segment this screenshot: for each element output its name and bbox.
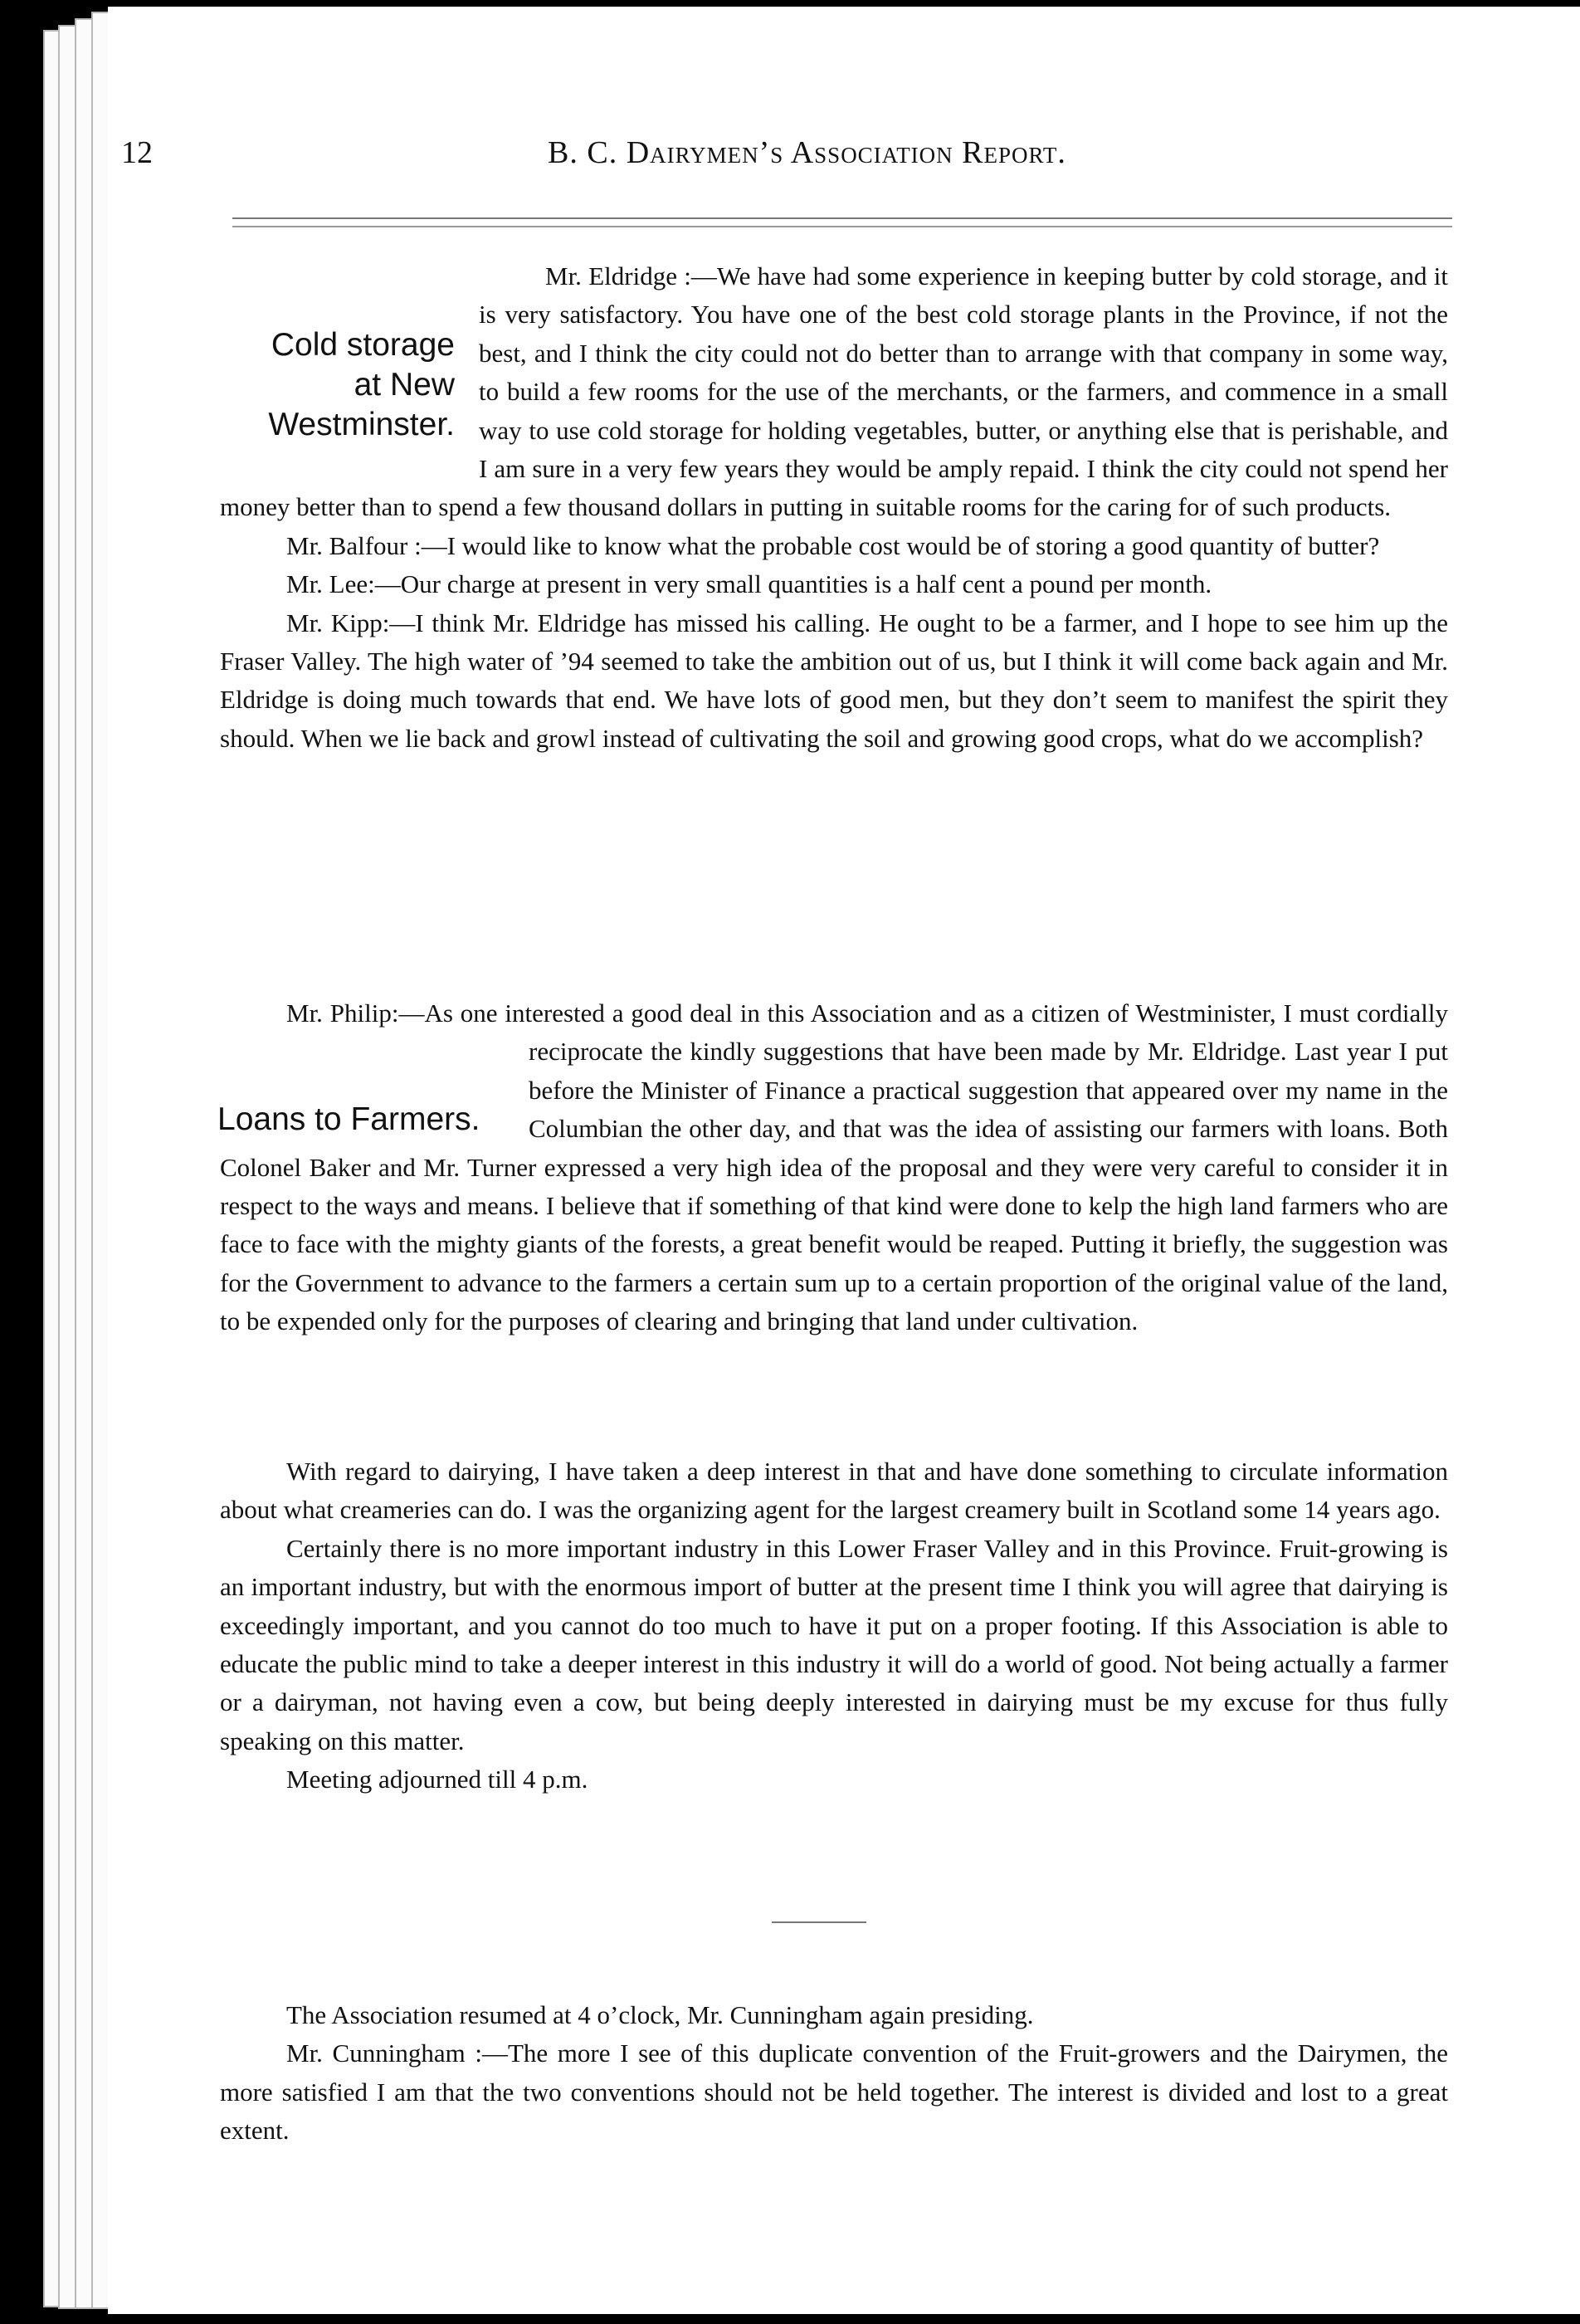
paragraph-eldridge: Mr. Eldridge :—We have had some experience in keeping butter by cold storage, and it is very satisfactory. You have one of the best cold storage plants in the Province, if not the best, and I think the city could not do better than to arrange with that company in some way, to build a few rooms for the use of the merchants, or the farmers, and commence in a small way to use cold storage for holding vegetables, butter, or anything else that is perishable, and I am sure in a very few years they would be amply repaid. I think the city could not spend her money better than to spend a few thousand dollars in putting in suitable rooms for the caring for of such products. (220, 261, 1448, 522)
side-note-space (220, 257, 479, 488)
text-body (220, 257, 1448, 758)
side-note-cold-storage: Cold storage at New Westminster. (268, 327, 455, 442)
paragraph-lee: Mr. Lee:—Our charge at present in very small quantities is a half cent a pound per month. (286, 569, 1212, 599)
side-note-loans: Loans to Farmers. (217, 1101, 480, 1137)
text-body-philip (220, 994, 1448, 1341)
paragraph-adjourned: Meeting adjourned till 4 p.m. (286, 1765, 588, 1794)
paragraph-cunningham: Mr. Cunningham :—The more I see of this duplicate convention of the Fruit-growers and the Dairymen, the more satisfied I am that the two conventions should not be held together. The interest is divided and lost to a great extent. (220, 2038, 1448, 2146)
paragraph-industry: Certainly there is no more important industry in this Lower Fraser Valley and in this Province. Fruit-growing is an important industry, but with the enormous import of butter at the present time I think you will agree that dairying is exceedingly important, and you cannot do too much to have it put on a proper footing. If this Association is able to educate the public mind to take a deeper interest in this industry it will do a world of good. Not being actually a farmer or a dairyman, not having even a cow, but being deeply interested in dairying must be my excuse for thus fully speaking on this matter. (220, 1533, 1448, 1755)
text-body-lower (220, 1452, 1448, 1799)
section-divider (772, 1921, 866, 1923)
paragraph-dairying: With regard to dairying, I have taken a deep interest in that and have done something to circulate information about what creameries can do. I was the organizing agent for the largest creamery built in Scotland some 14 years ago. (220, 1457, 1448, 1525)
paragraph-philip: Mr. Philip:—As one interested a good deal in this Association and as a citizen of Westminister, I must cordially reciprocate the kindly suggestions that have been made by Mr. Eldridge. Last year I put before the Minister of Finance a practical suggestion that appeared over my name in the Columbian the other day, and that was the idea of assisting our farmers with loans. Both Colonel Baker and Mr. Turner expressed a very high idea of the proposal and they were very careful to consider it in respect to the ways and means. I believe that if something of that kind were done to kelp the high land farmers who are face to face with the mighty giants of the forests, a great benefit would be reaped. Putting it briefly, the suggestion was for the Government to advance to the farmers a certain sum up to a certain proportion of the original value of the land, to be expended only for the purposes of clearing and bringing that land under cultivation. (220, 998, 1448, 1336)
paragraph-kipp: Mr. Kipp:—I think Mr. Eldridge has missed his calling. He ought to be a farmer, and I hope to see him up the Fraser Valley. The high water of ’94 seemed to take the ambition out of us, but I think it will come back again and Mr. Eldridge is doing much towards that end. We have lots of good men, but they don’t seem to manifest the spirit they should. When we lie back and growl instead of cultivating the soil and growing good crops, what do we accomplish? (220, 608, 1448, 753)
page-number: 12 (121, 135, 153, 170)
paragraph-resumed: The Association resumed at 4 o’clock, Mr. Cunningham again presiding. (286, 2000, 1034, 2029)
running-header-title: B. C. Dairymen’s Association Report. (548, 135, 1066, 170)
paragraph-balfour: Mr. Balfour :—I would like to know what the probable cost would be of storing a good quantity of butter? (286, 530, 1380, 560)
header-rule (232, 217, 1452, 219)
text-body-afternoon (220, 1996, 1448, 2151)
header-rule (232, 226, 1452, 227)
side-note-space (220, 1033, 529, 1148)
